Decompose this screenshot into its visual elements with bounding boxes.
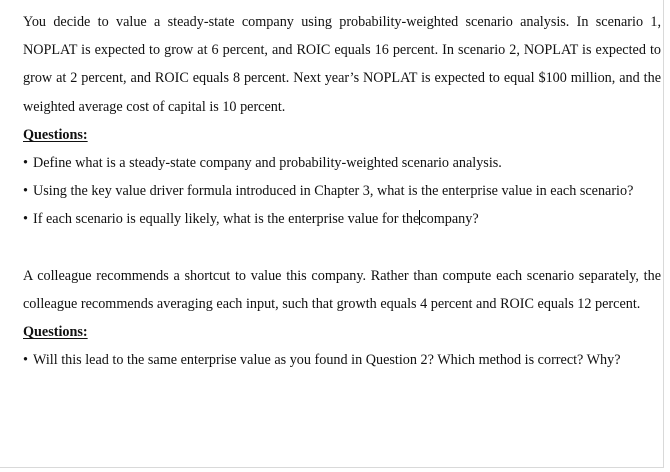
question-text: Define what is a steady-state company and probability-weighted scenario analysis. bbox=[33, 155, 502, 172]
bullet-icon: • bbox=[23, 211, 28, 228]
question-item-2 bbox=[23, 177, 661, 205]
bullet-icon: • bbox=[23, 183, 28, 200]
shortcut-paragraph: A colleague recommends a shortcut to value this company. Rather than compute each scenario separately, the colleague recommends averaging each input, such that growth equals 4 percent and ROIC equals 12 percent. bbox=[23, 267, 661, 312]
question-text-part2: company? bbox=[420, 211, 479, 228]
question-text: Using the key value driver formula introduced in Chapter 3, what is the enterprise value in each scenario? bbox=[33, 183, 634, 200]
questions-heading-1: Questions: bbox=[23, 126, 88, 143]
question-item-3 bbox=[23, 205, 661, 233]
intro-paragraph: You decide to value a steady-state company using probability-weighted scenario analysis. In scenario 1, NOPLAT is expected to grow at 6 percent, and ROIC equals 16 percent. In scenario 2, NOPLAT is expected to grow at 2 percent, and ROIC equals 8 percent. Next year’s NOPLAT is expected to equal $100 million, and the weighted average cost of capital is 10 percent. bbox=[23, 14, 661, 115]
question-text: Will this lead to the same enterprise value as you found in Question 2? Which method is correct? Why? bbox=[33, 352, 621, 369]
question-text-part1: If each scenario is equally likely, what is the enterprise value for the bbox=[33, 211, 420, 228]
document-body[interactable] bbox=[23, 8, 661, 374]
question-item-4 bbox=[23, 346, 661, 374]
bullet-icon: • bbox=[23, 352, 28, 369]
questions-heading-2: Questions: bbox=[23, 324, 88, 341]
paragraph-spacer bbox=[23, 234, 661, 262]
bullet-icon: • bbox=[23, 155, 28, 172]
question-item-1 bbox=[23, 149, 661, 177]
